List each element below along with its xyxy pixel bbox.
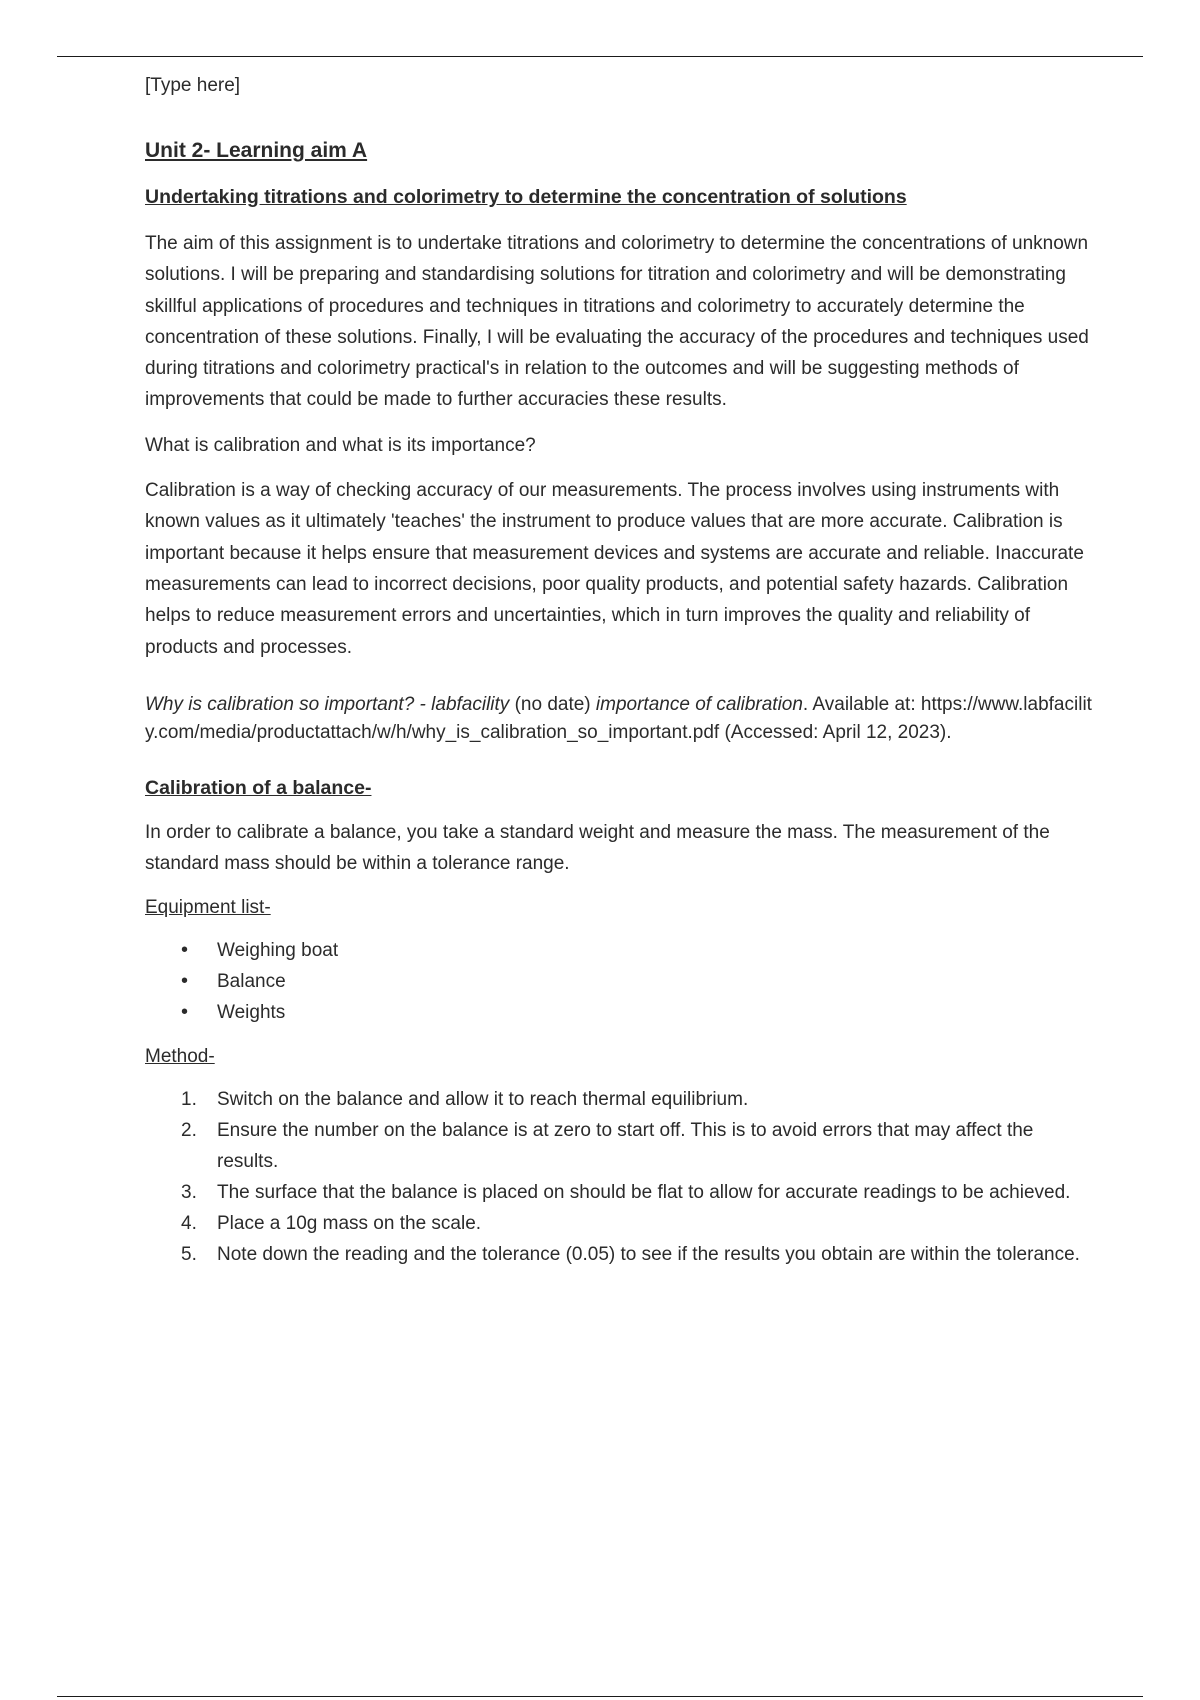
footer-rule [57, 1696, 1143, 1697]
step-text: Switch on the balance and allow it to reach thermal equilibrium. [217, 1089, 749, 1111]
calibration-question: What is calibration and what is its importance? [145, 434, 536, 456]
header-placeholder[interactable]: [Type here] [145, 75, 241, 96]
step-text: Note down the reading and the tolerance (0.05) to see if the results you obtain are within the tolerance. [217, 1244, 1080, 1266]
intro-paragraph: The aim of this assignment is to undertake titrations and colorimetry to determine the concentrations of unknown solutions. I will be preparing and standardising solutions for titration and colorimetry and will be demonstrating skillful applications of procedures and techniques in titrations and colorimetry to accurately determine the concentration of these solutions. Finally, I will be evaluating the accuracy of the procedures and techniques used during titrations and colorimetry practical's in relation to the outcomes and will be suggesting methods of improvements that could be made to further accuracies these results. [145, 233, 1089, 411]
method-step [145, 1177, 1095, 1208]
reference-available: . Available at: [802, 693, 921, 715]
list-item: • Weights [145, 997, 1095, 1028]
calibration-answer-paragraph: Calibration is a way of checking accuracy of our measurements. The process involves using instruments with known values as it ultimately 'teaches' the instrument to produce values that are more accurate. Calibration is important because it helps ensure that measurement devices and systems are accurate and reliable. Inaccurate measurements can lead to incorrect decisions, poor quality products, and potential safety hazards. Calibration helps to reduce measurement errors and uncertainties, which in turn improves the quality and reliability of products and processes. [145, 480, 1084, 658]
step-number: 4. [181, 1213, 197, 1235]
method-step [145, 1208, 1095, 1239]
list-item: • Weighing boat [145, 935, 1095, 966]
reference-url[interactable]: https://www.labfacility.com/media/productattach/w/h/why_is_calibration_so_important.pdf [145, 693, 1092, 743]
reference-subtitle: importance of calibration [595, 693, 803, 715]
step-text: Place a 10g mass on the scale. [217, 1213, 482, 1235]
step-number: 2. [181, 1120, 197, 1142]
method-step [145, 1239, 1095, 1270]
document-subtitle: Undertaking titrations and colorimetry to determine the concentration of solutions [145, 186, 907, 208]
reference-citation [145, 691, 1095, 747]
reference-title: Why is calibration so important? - labfacility [145, 693, 510, 715]
method-heading: Method- [145, 1046, 215, 1068]
balance-description: In order to calibrate a balance, you take a standard weight and measure the mass. The measurement of the standard mass should be within a tolerance range. [145, 821, 1050, 875]
reference-accessed: (Accessed: April 12, 2023). [719, 721, 952, 743]
step-number: 3. [181, 1182, 197, 1204]
step-text: Ensure the number on the balance is at zero to start off. This is to avoid errors that may affect the results. [217, 1120, 1034, 1173]
method-step [145, 1084, 1095, 1115]
list-item: • Balance [145, 966, 1095, 997]
header-rule [57, 56, 1143, 57]
balance-section-heading: Calibration of a balance- [145, 776, 372, 799]
step-number: 5. [181, 1244, 197, 1266]
step-text: The surface that the balance is placed on should be flat to allow for accurate readings to be achieved. [217, 1182, 1071, 1204]
equipment-list-heading: Equipment list- [145, 897, 271, 919]
document-title: Unit 2- Learning aim A [145, 139, 368, 162]
reference-date: (no date) [509, 693, 596, 715]
step-number: 1. [181, 1089, 197, 1111]
method-steps-list [145, 1084, 1095, 1270]
document-page [145, 72, 1095, 1270]
equipment-list [145, 935, 1095, 1028]
method-step [145, 1115, 1095, 1177]
